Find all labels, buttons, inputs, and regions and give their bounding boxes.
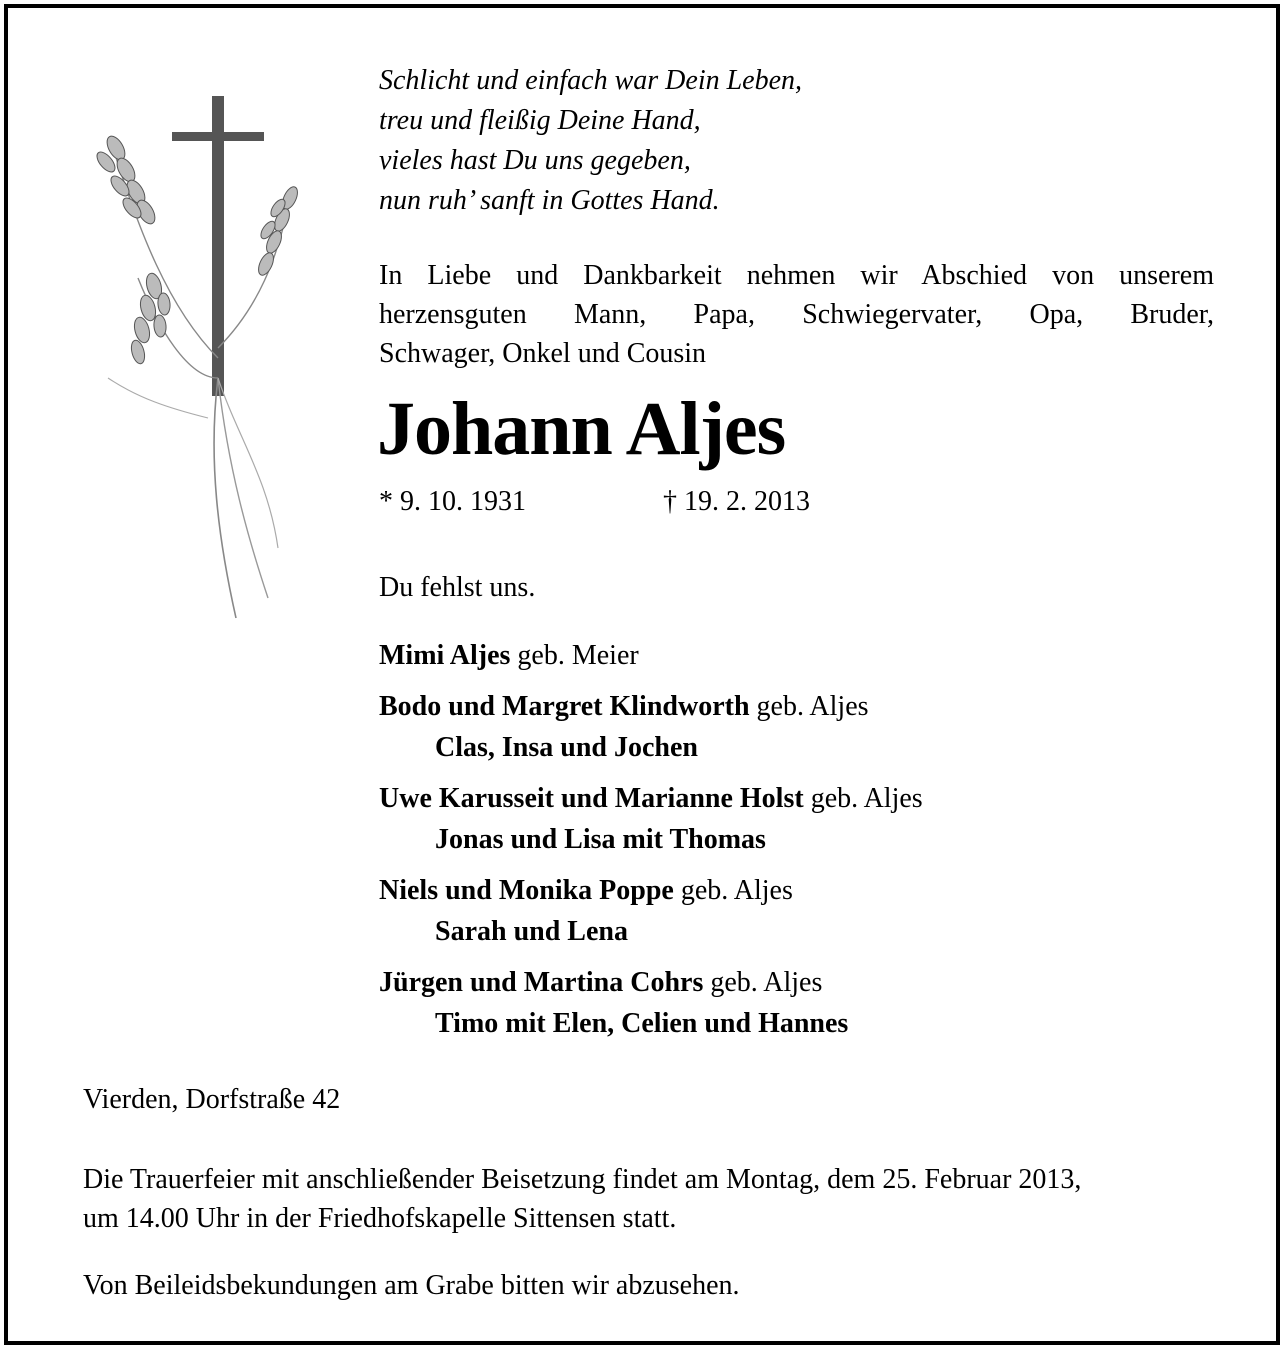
death-date: † 19. 2. 2013 xyxy=(663,486,810,517)
service-line: um 14.00 Uhr in der Friedhofskapelle Sittensen statt. xyxy=(83,1203,677,1234)
poem-line: treu und fleißig Deine Hand, xyxy=(379,105,701,136)
address: Vierden, Dorfstraße 42 xyxy=(83,1084,341,1115)
mourner-family xyxy=(379,962,923,1044)
mourner-family xyxy=(379,635,923,676)
mourner-children: Clas, Insa und Jochen xyxy=(435,732,698,763)
obituary-frame xyxy=(4,4,1280,1345)
mourner-family xyxy=(379,686,923,768)
poem-line: Schlicht und einfach war Dein Leben, xyxy=(379,65,803,96)
mourner-children: Sarah und Lena xyxy=(435,916,628,947)
poem-line: vieles hast Du uns gegeben, xyxy=(379,145,691,176)
mourner-children: Timo mit Elen, Celien und Hannes xyxy=(435,1008,849,1039)
mourner-suffix: geb. Aljes xyxy=(680,875,793,906)
mourner-name: Bodo und Margret Klindworth xyxy=(379,691,750,722)
mourner-suffix: geb. Aljes xyxy=(756,691,869,722)
mourner-name: Uwe Karusseit und Marianne Holst xyxy=(379,783,804,814)
missed-text: Du fehlst uns. xyxy=(379,572,536,603)
mourner-suffix: geb. Aljes xyxy=(710,967,823,998)
mourner-family xyxy=(379,870,923,952)
mourner-suffix: geb. Aljes xyxy=(810,783,923,814)
service-info xyxy=(83,1160,1081,1238)
mourner-children: Jonas und Lisa mit Thomas xyxy=(435,824,766,855)
mourner-name: Jürgen und Martina Cohrs xyxy=(379,967,704,998)
intro-line: In Liebe und Dankbarkeit nehmen wir Abschied von unserem xyxy=(379,260,1214,291)
intro-text xyxy=(379,256,1214,373)
poem-line: nun ruh’ sanft in Gottes Hand. xyxy=(379,185,720,216)
cross-with-wheat-icon xyxy=(68,78,298,623)
service-line: Die Trauerfeier mit anschließender Beisetzung findet am Montag, dem 25. Februar 2013, xyxy=(83,1164,1082,1195)
closing-note: Von Beileidsbekundungen am Grabe bitten wir abzusehen. xyxy=(83,1270,740,1301)
poem xyxy=(379,61,802,221)
deceased-name: Johann Aljes xyxy=(377,387,786,471)
mourner-suffix: geb. Meier xyxy=(517,640,639,671)
mourner-family xyxy=(379,778,923,860)
intro-line: herzensguten Mann, Papa, Schwiegervater, Opa, Bruder, xyxy=(379,299,1214,330)
mourner-name: Mimi Aljes xyxy=(379,640,511,671)
birth-date: * 9. 10. 1931 xyxy=(379,486,526,517)
mourner-name: Niels und Monika Poppe xyxy=(379,875,674,906)
mourners-list xyxy=(379,635,923,1054)
intro-line: Schwager, Onkel und Cousin xyxy=(379,338,707,369)
